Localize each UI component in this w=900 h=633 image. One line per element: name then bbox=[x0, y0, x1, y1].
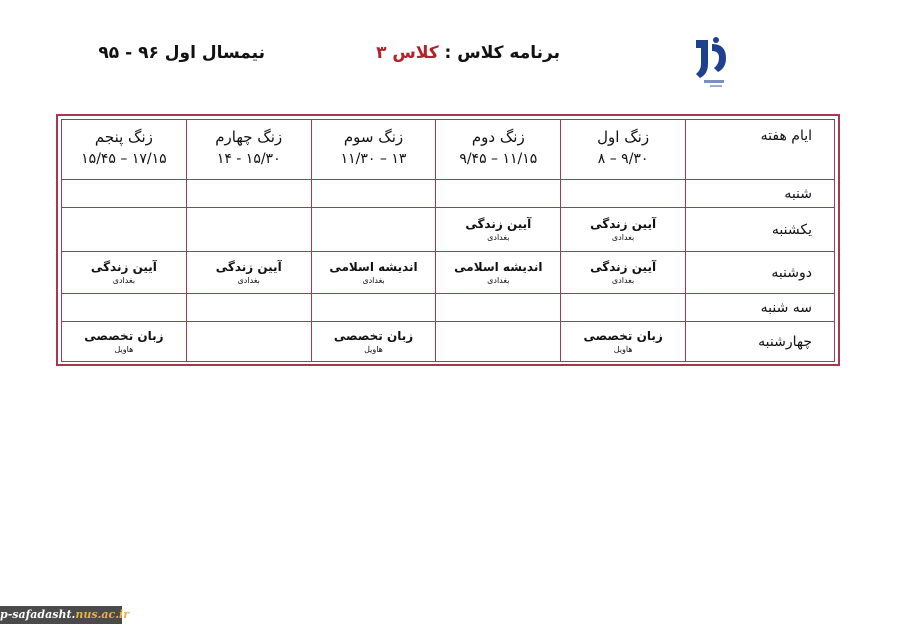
bell-name: زنگ دوم bbox=[471, 128, 525, 146]
schedule-cell bbox=[561, 252, 686, 294]
schedule-cell bbox=[186, 252, 311, 294]
website-watermark[interactable] bbox=[0, 606, 130, 624]
teacher-name: بغدادی bbox=[362, 276, 385, 285]
teacher-name: هاویل bbox=[114, 345, 134, 354]
schedule-table bbox=[61, 119, 835, 362]
schedule-cell bbox=[62, 294, 187, 322]
course-name: زبان تخصصی bbox=[583, 329, 663, 343]
schedule-cell bbox=[186, 180, 311, 208]
schedule-cell bbox=[436, 294, 561, 322]
schedule-cell bbox=[561, 322, 686, 362]
schedule-cell bbox=[311, 322, 436, 362]
schedule-cell bbox=[561, 294, 686, 322]
day-cell: شنبه bbox=[686, 180, 835, 208]
bell-header bbox=[186, 120, 311, 180]
program-title bbox=[360, 43, 560, 71]
teacher-name: بغدادی bbox=[237, 276, 260, 285]
course-name: آیین زندگی bbox=[590, 260, 657, 274]
class-label: کلاس ۳ bbox=[376, 43, 439, 63]
bell-header bbox=[436, 120, 561, 180]
teacher-name: هاویل bbox=[364, 345, 383, 354]
bell-name: زنگ اول bbox=[597, 128, 650, 146]
course-name: زبان تخصصی bbox=[84, 329, 164, 343]
teacher-name: بغدادی bbox=[487, 276, 510, 285]
day-cell: دوشنبه bbox=[686, 252, 835, 294]
watermark-host: nus.ac.ir bbox=[75, 608, 130, 621]
bell-time: ۸ – ۹/۳۰ bbox=[597, 151, 649, 167]
bell-name: زنگ چهارم bbox=[215, 128, 283, 146]
table-row bbox=[62, 294, 835, 322]
schedule-cell bbox=[561, 208, 686, 252]
bell-name: زنگ سوم bbox=[343, 128, 404, 146]
schedule-cell bbox=[186, 322, 311, 362]
schedule-cell bbox=[311, 252, 436, 294]
table-header-row bbox=[62, 120, 835, 180]
teacher-name: هاویل bbox=[613, 345, 633, 354]
corner-cell: ایام هفته bbox=[686, 120, 835, 180]
table-row bbox=[62, 322, 835, 362]
schedule-cell bbox=[62, 322, 187, 362]
teacher-name: بغدادی bbox=[112, 276, 136, 285]
semester-title: نیمسال اول ۹۶ - ۹۵ bbox=[98, 43, 265, 63]
schedule-cell bbox=[311, 208, 436, 252]
schedule-cell bbox=[436, 252, 561, 294]
course-name: آیین زندگی bbox=[465, 217, 532, 231]
bell-time: ۱۱/۳۰ – ۱۳ bbox=[340, 151, 407, 167]
course-name: اندیشه اسلامی bbox=[454, 260, 543, 274]
teacher-name: بغدادی bbox=[611, 233, 635, 242]
teacher-name: بغدادی bbox=[611, 276, 635, 285]
course-name: آیین زندگی bbox=[215, 260, 282, 274]
course-name: آیین زندگی bbox=[90, 260, 157, 274]
table-row bbox=[62, 180, 835, 208]
schedule-cell bbox=[436, 208, 561, 252]
schedule-cell bbox=[186, 294, 311, 322]
bell-time: ۱۴ - ۱۵/۳۰ bbox=[216, 151, 281, 167]
bell-name: زنگ پنجم bbox=[94, 128, 153, 146]
day-cell: یکشنبه bbox=[686, 208, 835, 252]
schedule-table-frame bbox=[56, 114, 840, 366]
bell-header bbox=[62, 120, 187, 180]
course-name: آیین زندگی bbox=[590, 217, 657, 231]
bell-time: ۱۵/۴۵ – ۱۷/۱۵ bbox=[81, 151, 167, 167]
schedule-cell bbox=[62, 252, 187, 294]
day-cell: چهارشنبه bbox=[686, 322, 835, 362]
bell-time: ۹/۴۵ – ۱۱/۱۵ bbox=[459, 151, 538, 167]
course-name: اندیشه اسلامی bbox=[329, 260, 418, 274]
schedule-cell bbox=[436, 322, 561, 362]
schedule-cell bbox=[311, 294, 436, 322]
schedule-cell bbox=[561, 180, 686, 208]
program-label: برنامه کلاس : bbox=[444, 43, 560, 63]
schedule-cell bbox=[62, 180, 187, 208]
bell-header bbox=[561, 120, 686, 180]
watermark-prefix: p-safadasht. bbox=[0, 608, 76, 621]
day-cell: سه شنبه bbox=[686, 294, 835, 322]
university-logo-icon bbox=[686, 34, 734, 90]
schedule-cell bbox=[62, 208, 187, 252]
schedule-cell bbox=[311, 180, 436, 208]
schedule-cell bbox=[436, 180, 561, 208]
schedule-cell bbox=[186, 208, 311, 252]
teacher-name: بغدادی bbox=[487, 233, 510, 242]
bell-header bbox=[311, 120, 436, 180]
course-name: زبان تخصصی bbox=[333, 329, 414, 343]
table-row bbox=[62, 252, 835, 294]
table-row bbox=[62, 208, 835, 252]
